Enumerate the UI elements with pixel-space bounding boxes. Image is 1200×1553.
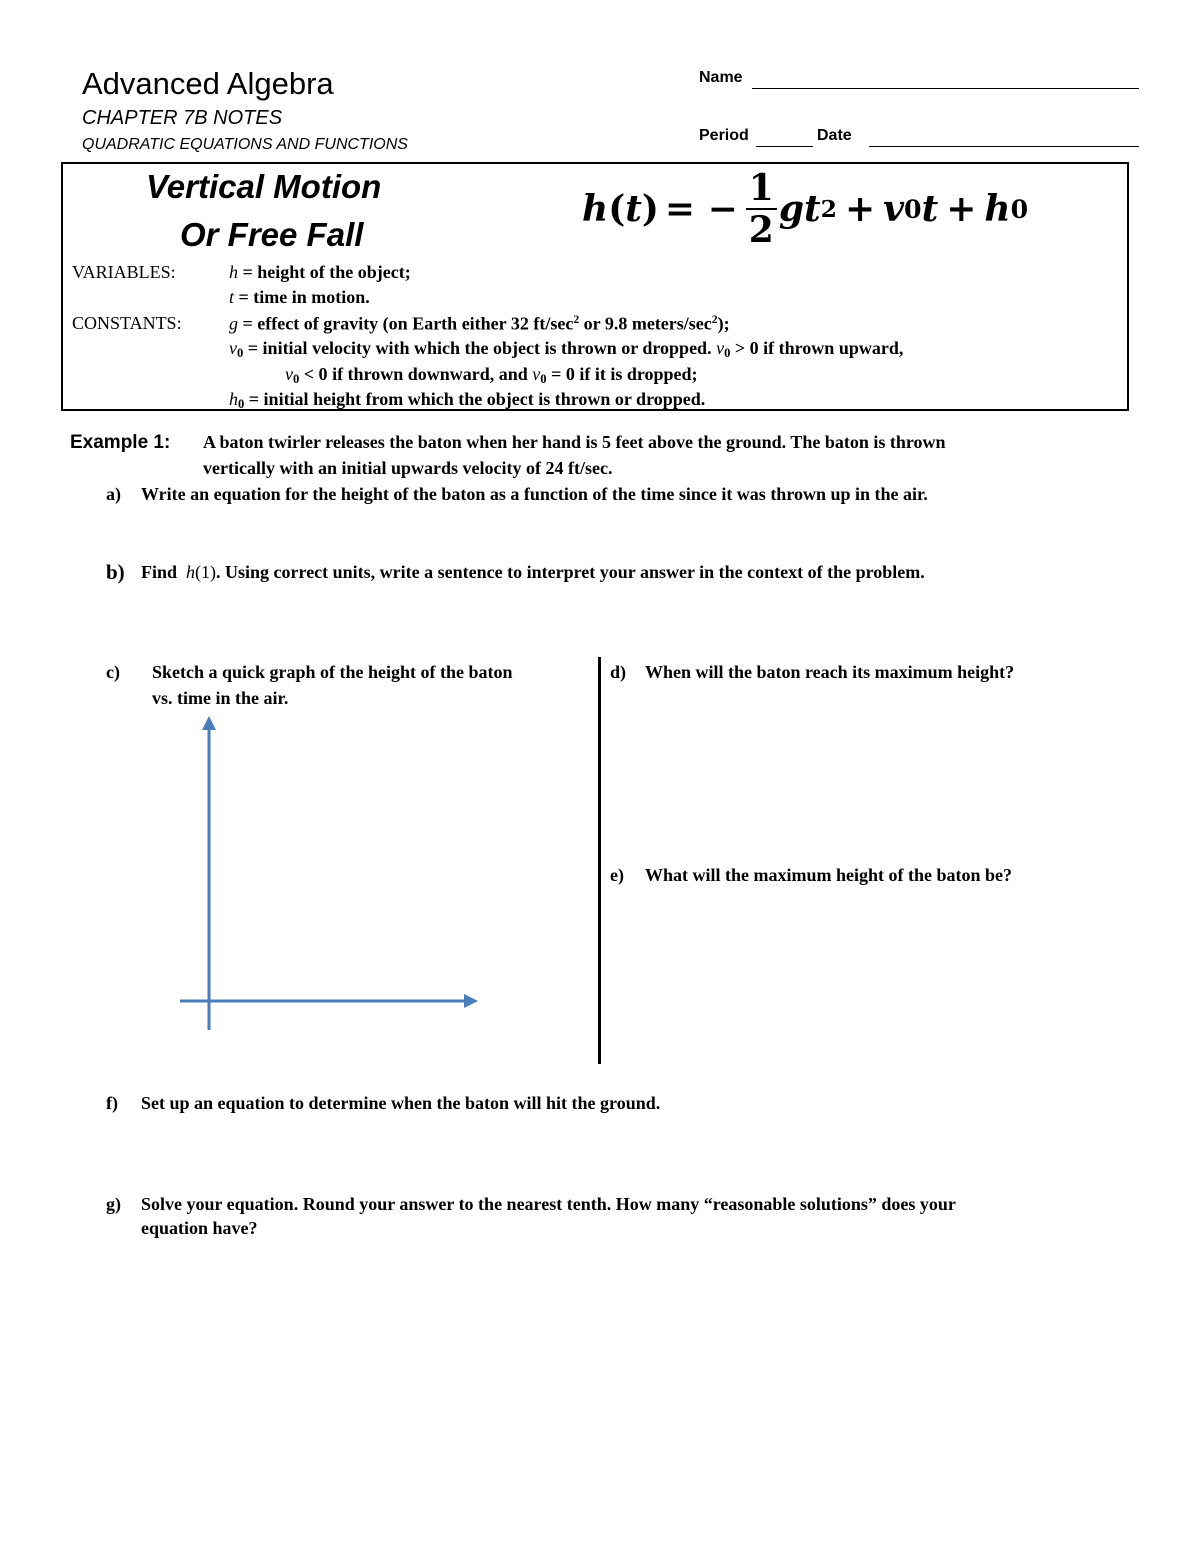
formula-t2: t: [804, 188, 821, 230]
formula-square: 2: [820, 195, 837, 223]
box-title-line2: Or Free Fall: [180, 216, 364, 253]
const-v0-line2: $v_0 < 0$ if thrown downward, and $v_0 = 0$ if it is dropped;: [285, 364, 698, 387]
example-text-line2: vertically with an initial upwards velocity of 24 ft/sec.: [203, 458, 613, 478]
question-g-line1: Solve your equation. Round your answer to the nearest tenth. How many “reasonable solutions” does your: [141, 1194, 956, 1214]
question-b-text: Find h(1). Using correct units, write a sentence to interpret your answer in the context of the problem.: [141, 562, 925, 582]
formula-h-sub: 0: [1010, 194, 1029, 224]
sketch-axes: [170, 710, 490, 1040]
name-field[interactable]: [752, 88, 1139, 89]
question-f-label: f): [106, 1093, 118, 1113]
var-h-line: h = height of the object;: [229, 262, 411, 282]
example-label: Example 1:: [70, 432, 171, 453]
date-field[interactable]: [869, 146, 1139, 147]
formula-h: h: [582, 188, 609, 230]
question-d-label: d): [610, 662, 627, 682]
column-divider: [598, 657, 601, 1064]
question-e-text: What will the maximum height of the baton be?: [645, 865, 1013, 885]
example-text-line1: A baton twirler releases the baton when her hand is 5 feet above the ground. The baton is thrown: [203, 432, 946, 452]
question-a-label: a): [106, 484, 121, 504]
name-label: Name: [699, 69, 743, 86]
formula-fraction: [746, 168, 777, 250]
formula-v-sub: 0: [904, 194, 922, 224]
fraction-numerator: 1: [746, 168, 777, 210]
constants-label: CONSTANTS:: [72, 313, 182, 333]
formula-h0: h: [984, 188, 1011, 230]
period-field[interactable]: [756, 146, 813, 147]
const-v0-line: $v_0$ = initial velocity with which the object is thrown or dropped. $v_0 > 0$ if thrown upward,: [229, 338, 904, 361]
vertical-motion-formula: h ( t ) = − $\frac{1}{2}$ g t 2 + v 0 t + h 0: [582, 167, 1029, 251]
formula-g: g: [778, 188, 805, 230]
variables-label: VARIABLES:: [72, 262, 176, 282]
question-b-label: b): [106, 560, 125, 584]
page-title: Advanced Algebra: [82, 66, 334, 101]
formula-plus-1: +: [844, 188, 876, 230]
question-g-label: g): [106, 1194, 121, 1214]
formula-plus-2: +: [946, 188, 977, 230]
question-g-line2: equation have?: [141, 1218, 258, 1238]
const-g-line: g = effect of gravity (on Earth either 32 $ft/\sec^2$ or 9.8 meters/$\sec^2$);: [229, 313, 730, 334]
box-title-line1: Vertical Motion: [146, 168, 382, 205]
question-e-label: e): [610, 865, 624, 885]
formula-v: v: [883, 188, 905, 230]
question-f-text: Set up an equation to determine when the baton will hit the ground.: [141, 1093, 661, 1113]
chapter-label: CHAPTER 7B NOTES: [82, 107, 283, 129]
question-c-line1: Sketch a quick graph of the height of the baton: [152, 662, 513, 682]
question-c-line2: vs. time in the air.: [152, 688, 289, 708]
var-t-line: t = time in motion.: [229, 287, 370, 307]
formula-t3: t: [921, 188, 939, 230]
date-label: Date: [817, 127, 852, 144]
subject-label: QUADRATIC EQUATIONS AND FUNCTIONS: [82, 136, 408, 153]
x-axis-arrow-icon: [464, 994, 478, 1008]
question-d-text: When will the baton reach its maximum height?: [645, 662, 1015, 682]
const-h0-line: $h_0$ = initial height from which the object is thrown or dropped.: [229, 389, 706, 412]
y-axis-arrow-icon: [202, 716, 216, 730]
period-label: Period: [699, 127, 749, 144]
formula-equals-minus: = −: [664, 188, 738, 230]
formula-t: t: [625, 188, 642, 230]
fraction-denominator: 2: [748, 209, 774, 251]
question-a-text: Write an equation for the height of the baton as a function of the time since it was thrown up in the air.: [141, 484, 928, 504]
question-c-label: c): [106, 662, 120, 682]
